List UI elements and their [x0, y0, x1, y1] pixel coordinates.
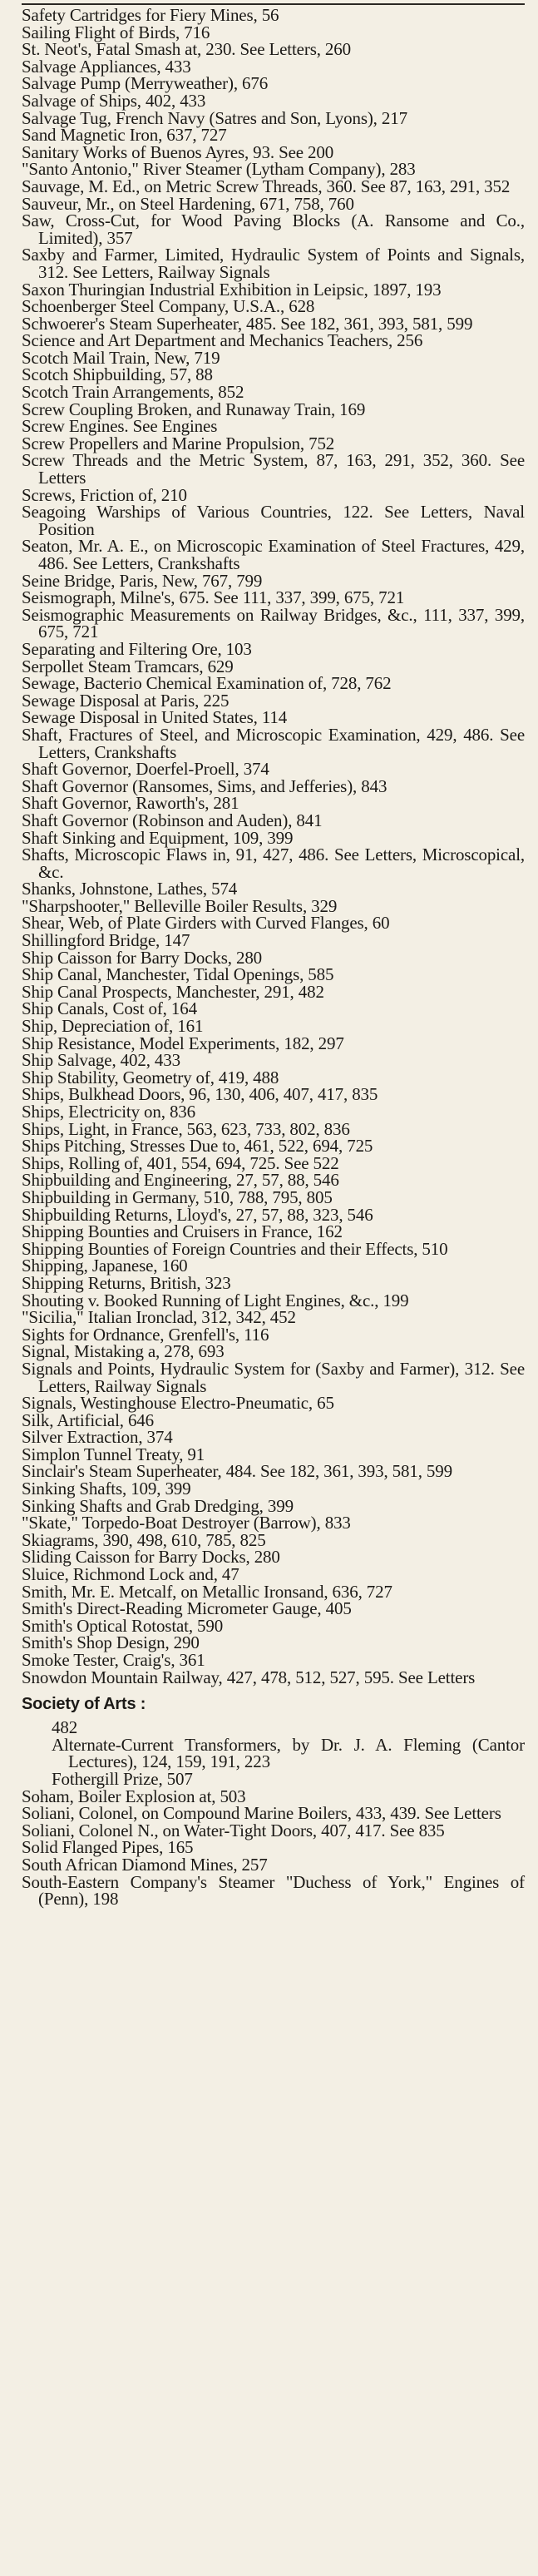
index-entry: Sinking Shafts and Grab Dredging, 399 — [22, 1495, 294, 1516]
index-entry: Shaft Sinking and Equipment, 109, 399 — [22, 827, 294, 848]
index-entry: Ship Caisson for Barry Docks, 280 — [22, 947, 263, 968]
index-entry: Simplon Tunnel Treaty, 91 — [22, 1444, 205, 1464]
index-entry: Shaft Governor, Raworth's, 281 — [22, 793, 239, 814]
index-entry: Sailing Flight of Birds, 716 — [22, 22, 210, 42]
index-entry: Shaft Governor, Doerfel-Proell, 374 — [22, 759, 269, 780]
index-entry: Signals and Points, Hydraulic System for (Saxby and Farmer), 312. See Letters, Railway Signals — [22, 1358, 525, 1396]
index-entry: Science and Art Department and Mechanics Teachers, 256 — [22, 330, 423, 351]
index-entry: South African Diamond Mines, 257 — [22, 1854, 268, 1875]
index-entry: Ships, Rolling of, 401, 554, 694, 725. See 522 — [22, 1152, 339, 1173]
index-entry: Sewage Disposal at Paris, 225 — [22, 690, 230, 711]
index-entry: Seine Bridge, Paris, New, 767, 799 — [22, 570, 263, 591]
index-entry: Schwoerer's Steam Superheater, 485. See 182, 361, 393, 581, 599 — [22, 313, 473, 334]
index-entry: Shipbuilding in Germany, 510, 788, 795, 805 — [22, 1186, 333, 1207]
index-entries — [22, 7, 525, 1686]
index-entry: Safety Cartridges for Fiery Mines, 56 — [22, 5, 279, 25]
index-entry: "Skate," Torpedo-Boat Destroyer (Barrow), 833 — [22, 1513, 351, 1533]
index-entry: Shaft Governor (Ransomes, Sims, and Jefferies), 843 — [22, 775, 387, 796]
index-entry: Shipping Returns, British, 323 — [22, 1272, 231, 1293]
index-entry: Smith, Mr. E. Metcalf, on Metallic Ironsand, 636, 727 — [22, 1581, 392, 1602]
index-entry: Serpollet Steam Tramcars, 629 — [22, 656, 234, 676]
index-entry: Sinclair's Steam Superheater, 484. See 182, 361, 393, 581, 599 — [22, 1461, 452, 1482]
index-entry: "Sharpshooter," Belleville Boiler Results, 329 — [22, 895, 338, 916]
index-entry: Ship Canal, Manchester, Tidal Openings, 585 — [22, 964, 334, 985]
index-entry: Silk, Artificial, 646 — [22, 1409, 155, 1430]
index-entry: Seismograph, Milne's, 675. See 111, 337, 399, 675, 721 — [22, 587, 405, 608]
index-entry: Separating and Filtering Ore, 103 — [22, 638, 252, 659]
section-heading: Society of Arts : — [22, 1695, 146, 1714]
index-entry: Soham, Boiler Explosion at, 503 — [22, 1786, 246, 1806]
index-entry: Salvage Pump (Merryweather), 676 — [22, 73, 269, 94]
index-entry: Smith's Shop Design, 290 — [22, 1632, 200, 1653]
index-entry: Ship Canal Prospects, Manchester, 291, 482 — [22, 981, 324, 1002]
index-entry: Soliani, Colonel, on Compound Marine Boilers, 433, 439. See Letters — [22, 1803, 501, 1824]
index-entry: Ships, Light, in France, 563, 623, 733, 802, 836 — [22, 1118, 350, 1139]
index-entry: Ship Stability, Geometry of, 419, 488 — [22, 1067, 279, 1087]
index-entry: Shipbuilding and Engineering, 27, 57, 88, 546 — [22, 1170, 339, 1191]
index-entry: Scotch Train Arrangements, 852 — [22, 382, 244, 403]
index-entry: Salvage Tug, French Navy (Satres and Son, Lyons), 217 — [22, 107, 407, 128]
index-entry: Ships, Bulkhead Doors, 96, 130, 406, 407, 417, 835 — [22, 1084, 378, 1105]
index-entry: Scotch Shipbuilding, 57, 88 — [22, 364, 213, 385]
index-entry: Shipping Bounties of Foreign Countries and their Effects, 510 — [22, 1238, 448, 1259]
index-entry: Sewage Disposal in United States, 114 — [22, 707, 288, 728]
index-entry: Shafts, Microscopic Flaws in, 91, 427, 486. See Letters, Microscopical, &c. — [22, 845, 525, 882]
index-entry: Screw Engines. See Engines — [22, 416, 218, 437]
index-entry: Shipbuilding Returns, Lloyd's, 27, 57, 88, 323, 546 — [22, 1204, 373, 1225]
index-entry: Salvage of Ships, 402, 433 — [22, 90, 206, 111]
index-entry: Sauveur, Mr., on Steel Hardening, 671, 758, 760 — [22, 193, 354, 214]
index-entry: Sauvage, M. Ed., on Metric Screw Threads, 360. See 87, 163, 291, 352 — [22, 176, 511, 196]
index-entry: Soliani, Colonel N., on Water-Tight Doors, 407, 417. See 835 — [22, 1820, 445, 1840]
index-entry: St. Neot's, Fatal Smash at, 230. See Letters, 260 — [22, 39, 351, 60]
index-entry: Shaft, Fractures of Steel, and Microscopic Examination, 429, 486. See Letters, Crankshafts — [22, 724, 525, 762]
index-entry: Shouting v. Booked Running of Light Engines, &c., 199 — [22, 1290, 409, 1310]
index-entry: Ships, Electricity on, 836 — [22, 1102, 195, 1122]
index-entry: Screws, Friction of, 210 — [22, 484, 187, 505]
index-entry: Saw, Cross-Cut, for Wood Paving Blocks (A. Ransome and Co., Limited), 357 — [22, 211, 525, 248]
index-entry: Ship Canals, Cost of, 164 — [22, 998, 197, 1019]
index-entry: Saxon Thuringian Industrial Exhibition in Leipsic, 1897, 193 — [22, 279, 442, 300]
index-entry: South-Eastern Company's Steamer "Duchess of York," Engines of (Penn), 198 — [22, 1871, 525, 1910]
index-entry: Shear, Web, of Plate Girders with Curved Flanges, 60 — [22, 913, 390, 934]
index-entry: Schoenberger Steel Company, U.S.A., 628 — [22, 296, 315, 317]
index-entry: Sewage, Bacterio Chemical Examination of, 728, 762 — [22, 673, 392, 694]
index-entry: Screw Coupling Broken, and Runaway Train, 169 — [22, 399, 366, 419]
index-entry: Silver Extraction, 374 — [22, 1427, 173, 1448]
index-entry: Shanks, Johnstone, Lathes, 574 — [22, 879, 238, 899]
index-entry: Screw Threads and the Metric System, 87, 163, 291, 352, 360. See Letters — [22, 450, 525, 488]
index-entry: Fothergill Prize, 507 — [52, 1768, 193, 1789]
index-entry: Sand Magnetic Iron, 637, 727 — [22, 125, 227, 146]
index-entry: Ships Pitching, Stresses Due to, 461, 522, 694, 725 — [22, 1136, 373, 1157]
index-entry: Sliding Caisson for Barry Docks, 280 — [22, 1547, 280, 1568]
index-entry: Sanitary Works of Buenos Ayres, 93. See 200 — [22, 141, 334, 162]
index-entry: Shipping, Japanese, 160 — [22, 1256, 188, 1276]
index-entry: Scotch Mail Train, New, 719 — [22, 347, 220, 368]
index-entry: Sights for Ordnance, Grenfell's, 116 — [22, 1324, 269, 1345]
index-entry: Shipping Bounties and Cruisers in France, 162 — [22, 1221, 343, 1242]
index-entry: Saxby and Farmer, Limited, Hydraulic System of Points and Signals, 312. See Letters, Railway Signals — [22, 245, 525, 282]
index-entry: Skiagrams, 390, 498, 610, 785, 825 — [22, 1529, 266, 1550]
index-entry: Smith's Optical Rotostat, 590 — [22, 1615, 224, 1636]
index-entry: Shaft Governor (Robinson and Auden), 841 — [22, 810, 323, 830]
index-entry: Seaton, Mr. A. E., on Microscopic Examination of Steel Fractures, 429, 486. See Letters, Crankshafts — [22, 536, 525, 573]
index-entry: Smoke Tester, Craig's, 361 — [22, 1650, 205, 1670]
index-entry: "Santo Antonio," River Steamer (Lytham Company), 283 — [22, 159, 416, 180]
index-entry: Alternate-Current Transformers, by Dr. J. A. Fleming (Cantor Lectures), 124, 159, 191, 223 — [52, 1734, 525, 1772]
index-entry: Screw Propellers and Marine Propulsion, 752 — [22, 433, 335, 453]
index-entry: "Sicilia," Italian Ironclad, 312, 342, 452 — [22, 1307, 296, 1328]
index-entries-after — [22, 1788, 525, 1908]
index-entry: Signals, Westinghouse Electro-Pneumatic, 65 — [22, 1393, 334, 1414]
section-subentries — [22, 1719, 525, 1787]
index-entry: Seismographic Measurements on Railway Bridges, &c., 111, 337, 399, 675, 721 — [22, 604, 525, 642]
index-entry: Sinking Shafts, 109, 399 — [22, 1479, 191, 1499]
index-entry: Ship Resistance, Model Experiments, 182, 297 — [22, 1033, 344, 1053]
index-entry: Sluice, Richmond Lock and, 47 — [22, 1564, 239, 1585]
index-entry: Ship Salvage, 402, 433 — [22, 1050, 180, 1071]
index-entry: Snowdon Mountain Railway, 427, 478, 512, 527, 595. See Letters — [22, 1667, 476, 1687]
index-entry: Seagoing Warships of Various Countries, 122. See Letters, Naval Position — [22, 502, 525, 539]
index-entry: Smith's Direct-Reading Micrometer Gauge, 405 — [22, 1598, 352, 1619]
index-entry: Salvage Appliances, 433 — [22, 56, 191, 77]
index-entry: Signal, Mistaking a, 278, 693 — [22, 1341, 225, 1362]
index-entry: Ship, Depreciation of, 161 — [22, 1016, 204, 1037]
index-entry: 482 — [52, 1717, 78, 1738]
index-entry: Solid Flanged Pipes, 165 — [22, 1837, 194, 1858]
index-entry: Shillingford Bridge, 147 — [22, 930, 190, 951]
